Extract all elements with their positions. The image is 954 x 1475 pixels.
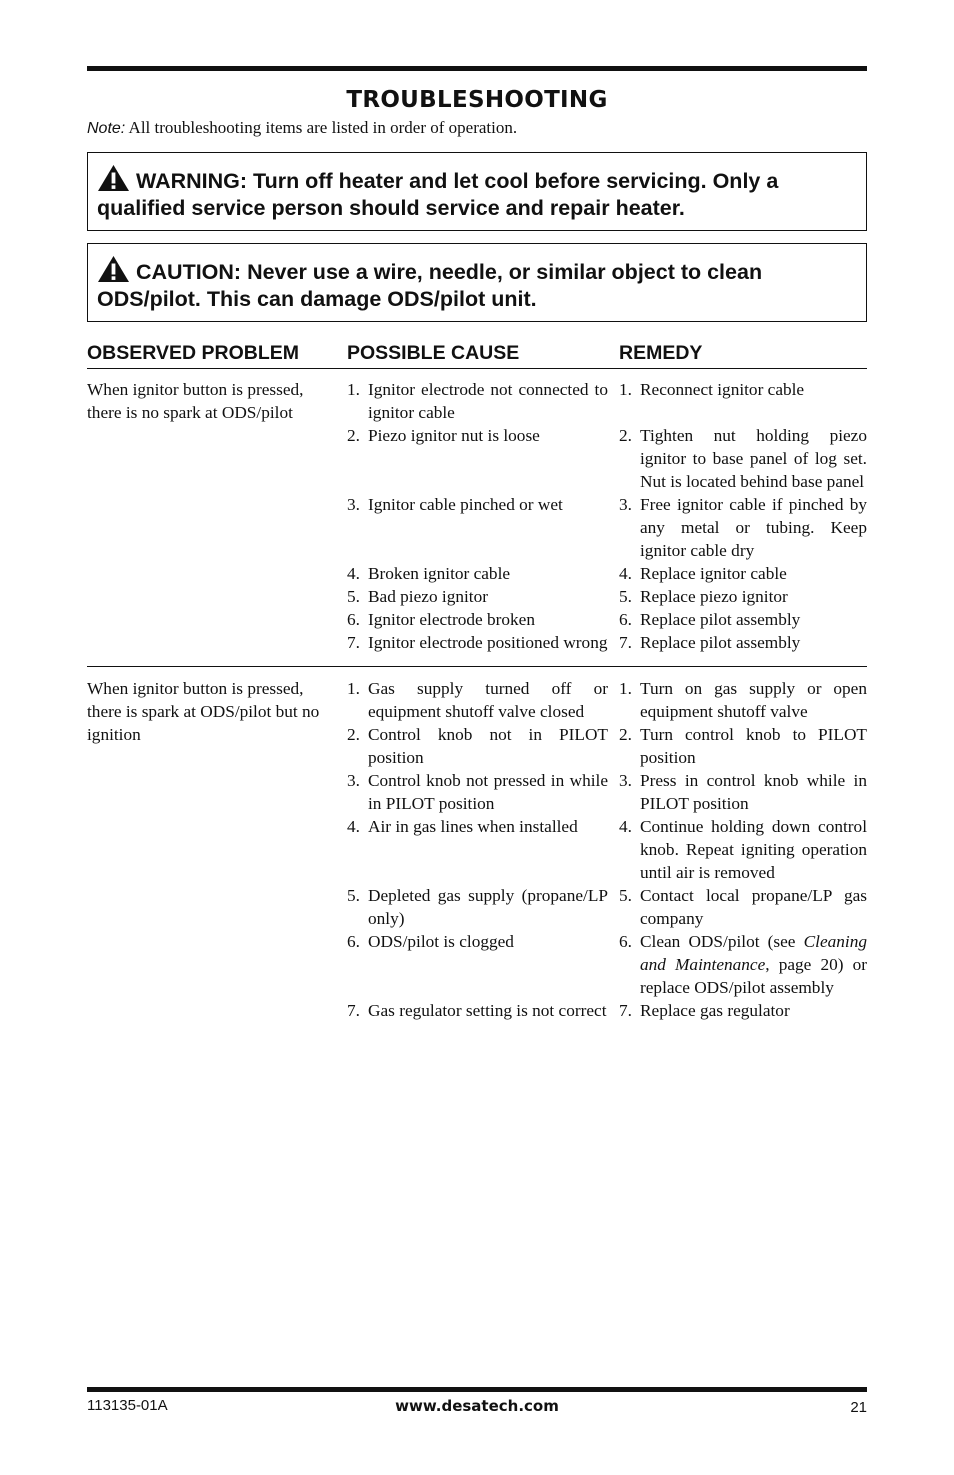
- cause-number: 2.: [347, 725, 360, 744]
- page-number: 21: [850, 1399, 867, 1416]
- remedy-number: 6.: [619, 610, 632, 629]
- cause-number: 3.: [347, 771, 360, 790]
- table-row: [87, 369, 867, 667]
- remedy-number: 6.: [619, 932, 632, 951]
- list-item: [347, 999, 867, 1022]
- cause-number: 2.: [347, 426, 360, 445]
- page-title: TROUBLESHOOTING: [346, 87, 608, 113]
- list-item: [347, 493, 867, 562]
- top-rule: [87, 66, 867, 71]
- remedy-text: Replace gas regulator: [640, 1001, 790, 1020]
- footer: [87, 1397, 867, 1419]
- warning-box: [87, 152, 867, 231]
- cause-text: Control knob not in PILOT position: [368, 725, 608, 767]
- header-remedy: REMEDY: [619, 342, 703, 364]
- header-observed-problem: OBSERVED PROBLEM: [87, 342, 300, 364]
- caution-box: [87, 243, 867, 322]
- cause-text: Ignitor cable pinched or wet: [368, 495, 563, 514]
- cause-text: Ignitor electrode not connected to ignitor cable: [368, 380, 608, 422]
- cause-number: 4.: [347, 564, 360, 583]
- manual-page: [87, 66, 867, 1022]
- remedy-text: Press in control knob while in PILOT position: [640, 771, 867, 813]
- cause-number: 6.: [347, 932, 360, 951]
- remedy-text: Free ignitor cable if pinched by any metal or tubing. Keep ignitor cable dry: [640, 495, 867, 560]
- remedy-text: Replace pilot assembly: [640, 633, 801, 652]
- document-number: 113135-01A: [87, 1397, 168, 1414]
- cause-text: Ignitor electrode positioned wrong: [368, 633, 608, 652]
- list-item: [347, 424, 867, 493]
- remedy-text: [640, 930, 867, 999]
- cause-text: Air in gas lines when installed: [368, 817, 578, 836]
- bottom-rule: [87, 1387, 867, 1392]
- list-item: [347, 608, 867, 631]
- list-item: [347, 631, 867, 654]
- observed-problem: When ignitor button is pressed, there is spark at ODS/pilot but no ignition: [87, 679, 320, 744]
- remedy-text: Replace pilot assembly: [640, 610, 801, 629]
- warning-text: WARNING: Turn off heater and let cool before servicing. Only a qualified service person should service and repair heater.: [97, 169, 779, 220]
- remedy-text: Reconnect ignitor cable: [640, 380, 805, 399]
- remedy-text-start: Clean ODS/pilot (see: [640, 932, 804, 951]
- remedy-number: 1.: [619, 380, 632, 399]
- remedy-number: 5.: [619, 886, 632, 905]
- remedy-number: 2.: [619, 426, 632, 445]
- remedy-number: 3.: [619, 495, 632, 514]
- remedy-number: 7.: [619, 1001, 632, 1020]
- remedy-number: 4.: [619, 564, 632, 583]
- remedy-text: Continue holding down control knob. Repeat igniting operation until air is removed: [640, 817, 867, 882]
- note-text: All troubleshooting items are listed in order of operation.: [125, 118, 518, 137]
- remedy-text: Tighten nut holding piezo ignitor to base panel of log set. Nut is located behind base panel: [640, 426, 867, 491]
- cause-remedy-list: [347, 677, 867, 1022]
- cause-number: 4.: [347, 817, 360, 836]
- note-label: Note:: [87, 120, 126, 137]
- cause-text: Depleted gas supply (propane/LP only): [368, 886, 608, 928]
- list-item: [347, 677, 867, 723]
- header-possible-cause: POSSIBLE CAUSE: [347, 342, 520, 364]
- cause-number: 1.: [347, 679, 360, 698]
- remedy-number: 2.: [619, 725, 632, 744]
- list-item: [347, 723, 867, 769]
- cause-remedy-list: [347, 378, 867, 654]
- cause-text: Control knob not pressed in while in PILOT position: [368, 771, 608, 813]
- table-row: [87, 667, 867, 1022]
- note: [87, 118, 867, 139]
- warning-triangle-icon: [97, 164, 130, 192]
- cause-number: 5.: [347, 886, 360, 905]
- list-item: [347, 769, 867, 815]
- remedy-text: Replace ignitor cable: [640, 564, 787, 583]
- remedy-number: 3.: [619, 771, 632, 790]
- cause-number: 3.: [347, 495, 360, 514]
- remedy-text: Replace piezo ignitor: [640, 587, 788, 606]
- cause-number: 7.: [347, 1001, 360, 1020]
- remedy-text: Contact local propane/LP gas company: [640, 886, 867, 928]
- cause-text: ODS/pilot is clogged: [368, 932, 514, 951]
- cause-number: 1.: [347, 380, 360, 399]
- remedy-number: 7.: [619, 633, 632, 652]
- list-item: [347, 585, 867, 608]
- remedy-number: 5.: [619, 587, 632, 606]
- table-header: [87, 340, 867, 369]
- remedy-text: Turn control knob to PILOT position: [640, 725, 867, 767]
- remedy-text-end: , page 20) or replace ODS/pilot assembly: [640, 955, 867, 997]
- list-item: [347, 562, 867, 585]
- caution-text: CAUTION: Never use a wire, needle, or similar object to clean ODS/pilot. This can damage ODS/pilot unit.: [97, 260, 763, 311]
- list-item: [347, 884, 867, 930]
- warning-triangle-icon: [97, 255, 130, 283]
- remedy-number: 1.: [619, 679, 632, 698]
- website-link[interactable]: www.desatech.com: [395, 1397, 559, 1415]
- cause-number: 5.: [347, 587, 360, 606]
- cause-text: Broken ignitor cable: [368, 564, 511, 583]
- remedy-cross-reference: Cleaning and Maintenance: [640, 932, 867, 974]
- observed-problem: When ignitor button is pressed, there is no spark at ODS/pilot: [87, 380, 304, 422]
- cause-text: Bad piezo ignitor: [368, 587, 488, 606]
- cause-number: 7.: [347, 633, 360, 652]
- cause-number: 6.: [347, 610, 360, 629]
- list-item: [347, 930, 867, 999]
- list-item: [347, 815, 867, 884]
- cause-text: Piezo ignitor nut is loose: [368, 426, 540, 445]
- cause-text: Gas regulator setting is not correct: [368, 1001, 607, 1020]
- cause-text: Gas supply turned off or equipment shutoff valve closed: [368, 679, 608, 721]
- remedy-text: Turn on gas supply or open equipment shutoff valve: [640, 679, 867, 721]
- list-item: [347, 378, 867, 424]
- cause-text: Ignitor electrode broken: [368, 610, 535, 629]
- remedy-number: 4.: [619, 817, 632, 836]
